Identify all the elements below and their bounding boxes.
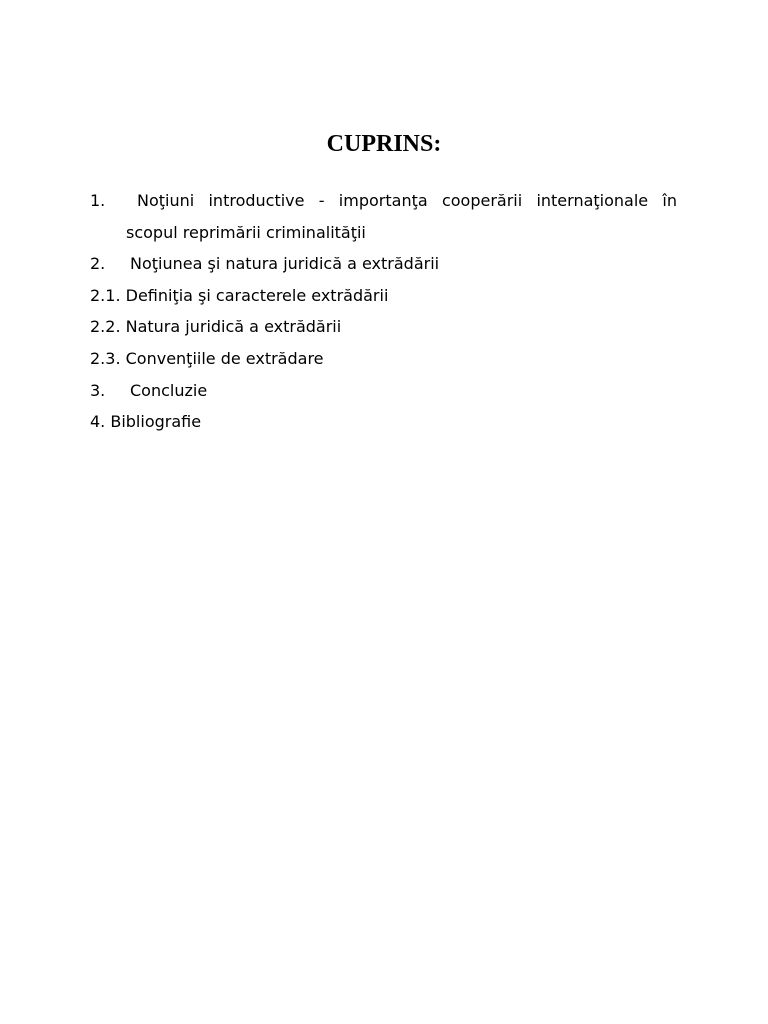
toc-item-number: 3. [90, 381, 106, 400]
toc-item-text: scopul reprimării criminalităţii [126, 223, 366, 242]
toc-item-text: 2.1. Definiţia şi caracterele extrădării [90, 286, 389, 305]
toc-item-4 [90, 409, 201, 435]
toc-item-number: 2. [90, 254, 106, 273]
toc-item-text: 4. Bibliografie [90, 412, 202, 431]
toc-item-text: Noţiunea şi natura juridică a extrădării [130, 254, 440, 273]
toc-item-text: Concluzie [130, 381, 208, 400]
toc-item-2-1 [90, 283, 388, 309]
toc-item-text: 2.3. Convenţiile de extrădare [90, 349, 324, 368]
toc-item-text: 2.2. Natura juridică a extrădării [90, 317, 342, 336]
toc-item-number: 1. [90, 191, 106, 210]
toc-item-2-2 [90, 314, 341, 340]
toc-item-2-3 [90, 346, 324, 372]
toc-item-text: Noţiuni introductive - importanţa cooperării internaţionale în [137, 191, 677, 210]
page-title: CUPRINS: [326, 131, 442, 157]
